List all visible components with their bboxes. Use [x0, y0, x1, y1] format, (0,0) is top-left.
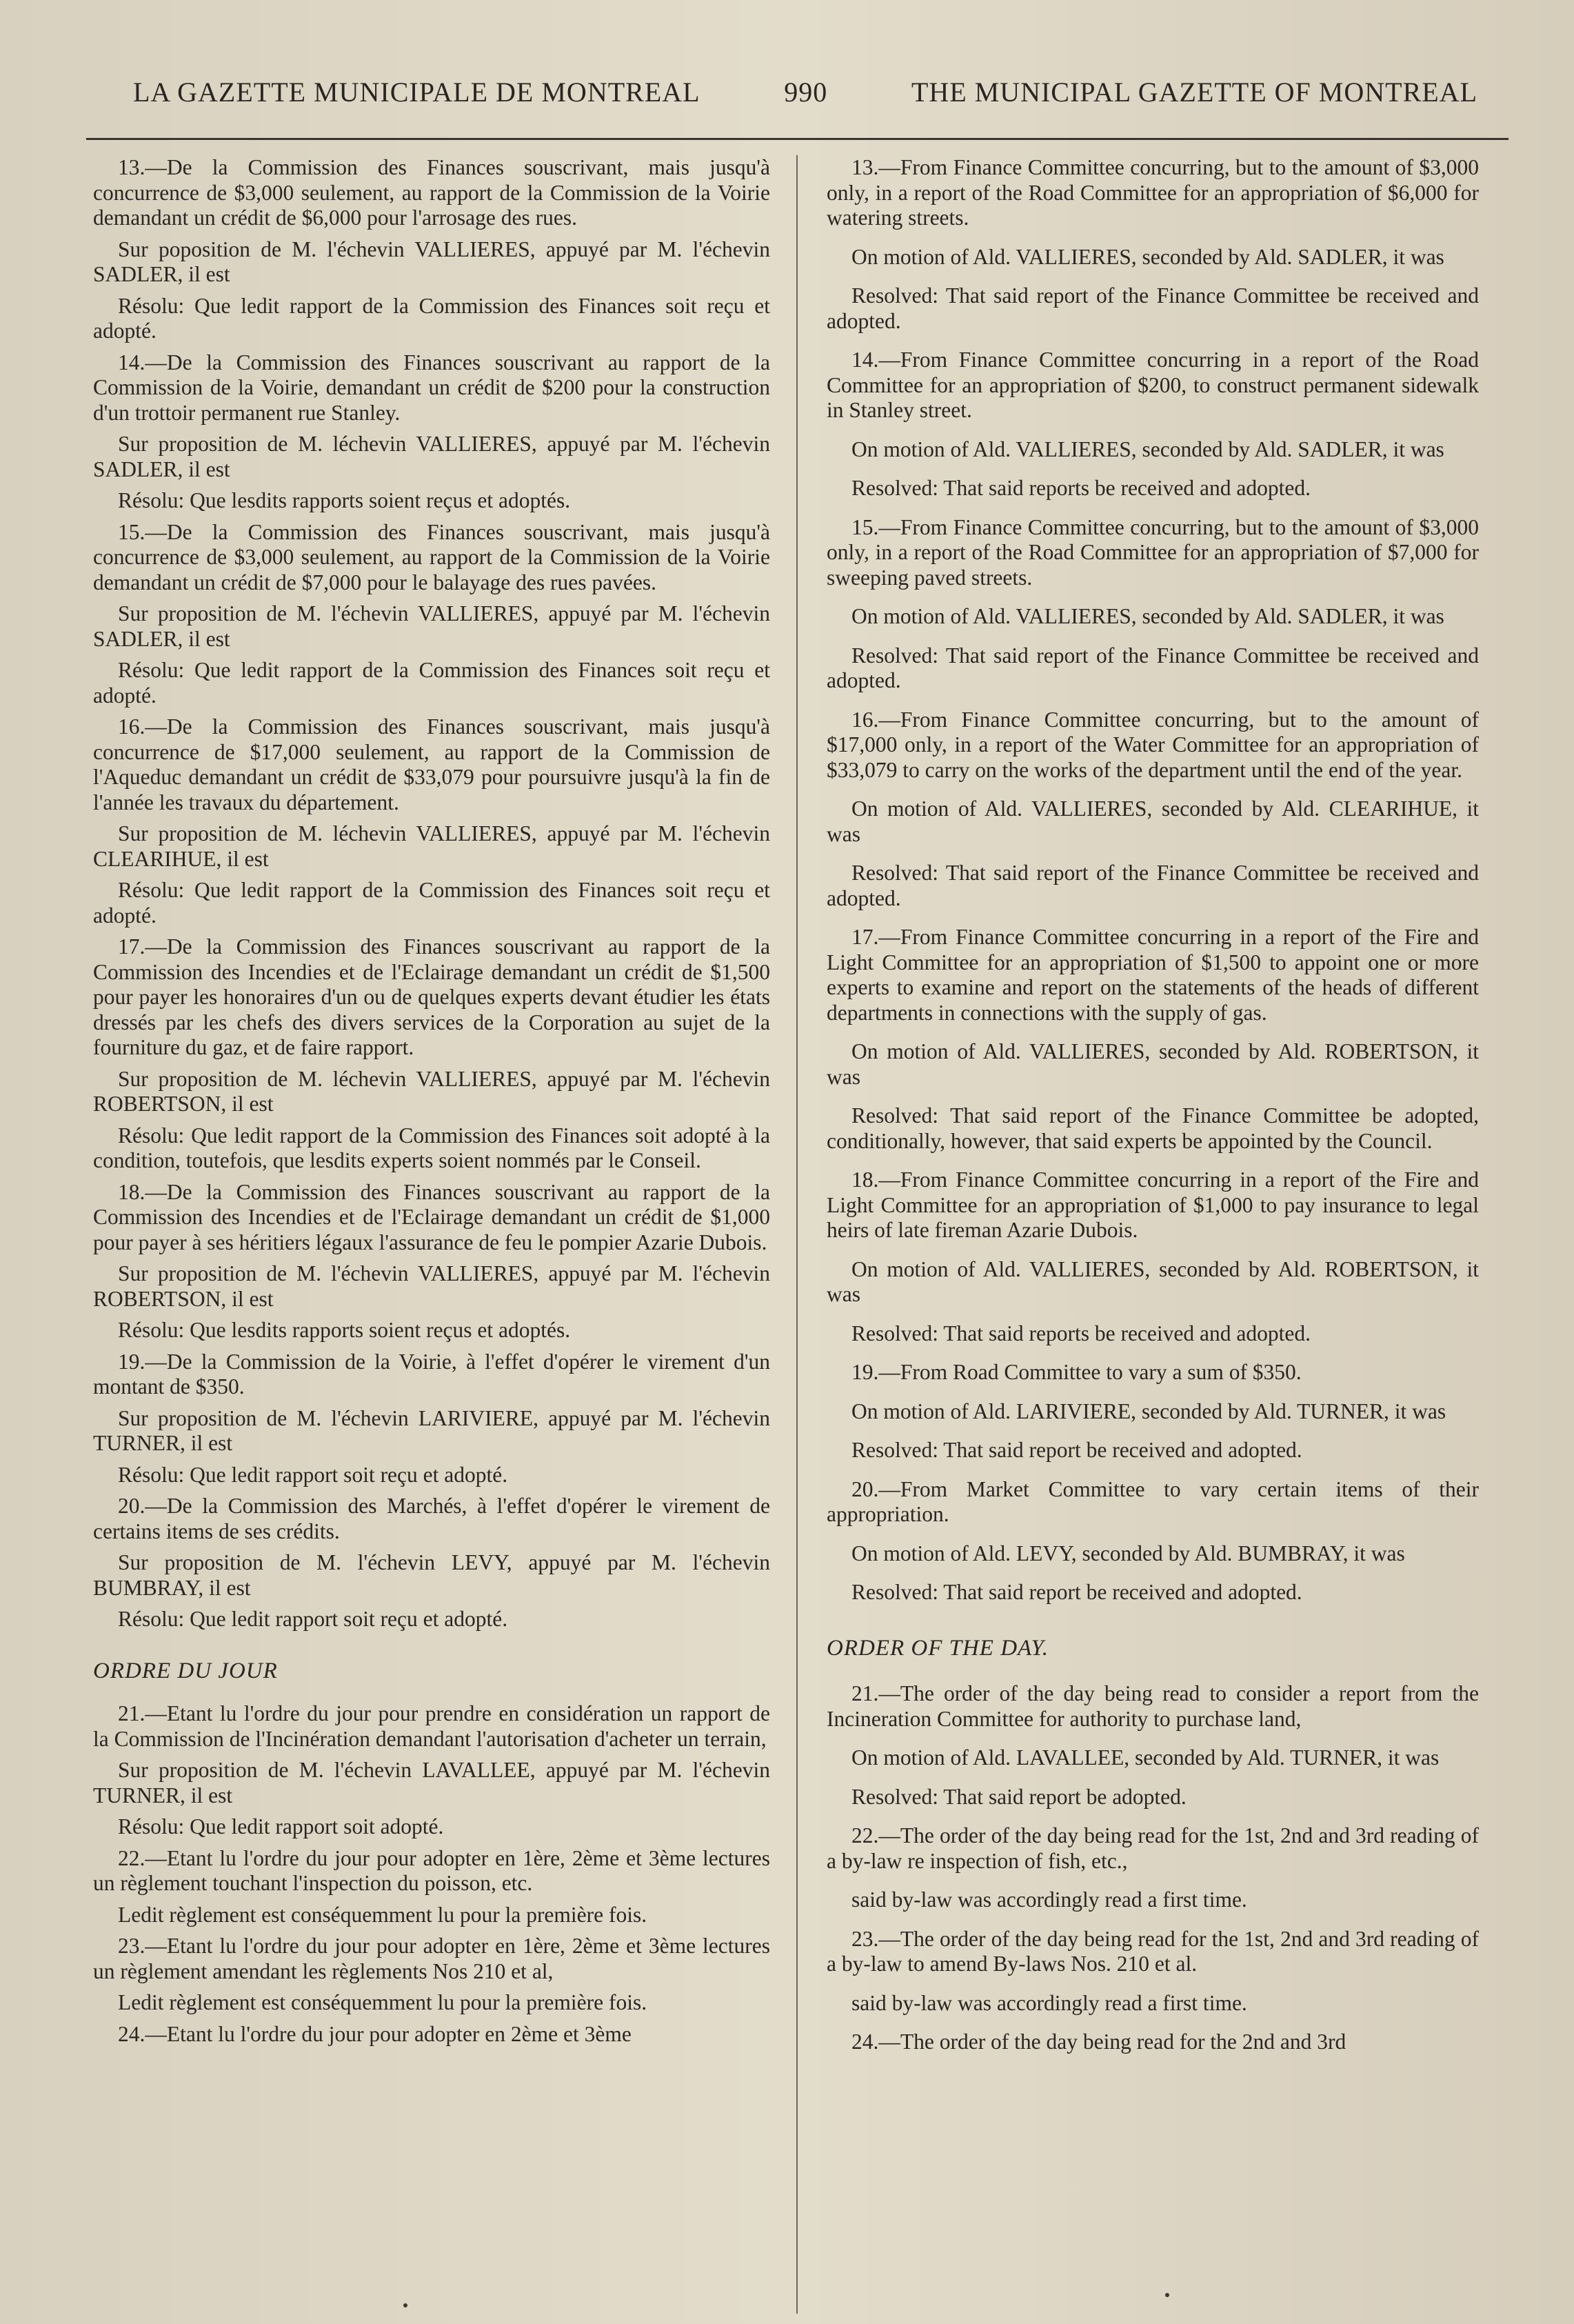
english-paragraph: 18.—From Finance Committee concurring in a report of the Fire and Light Committee for an appropriation of $1,000 to pay insurance to legal heirs of late fireman Azarie Dubois. — [827, 1168, 1479, 1242]
french-paragraph: 21.—Etant lu l'ordre du jour pour prendre en considération un rapport de la Commission de l'Incinération demandant l'autorisation d'acheter un terrain, — [93, 1701, 770, 1751]
french-section-heading: ORDRE DU JOUR — [93, 1658, 278, 1683]
french-paragraph: 18.—De la Commission des Finances souscrivant au rapport de la Commission des Incendies et de l'Eclairage demandant un crédit de $1,000 pour payer à ses héritiers légaux l'assurance de feu le pompier Azarie Dubois. — [93, 1179, 770, 1254]
french-paragraph: 13.—De la Commission des Finances souscrivant, mais jusqu'à concurrence de $3,000 seulement, au rapport de la Commission de la Voirie demandant un crédit de $6,000 pour l'arrosage des rues. — [93, 155, 770, 230]
english-paragraph: On motion of Ald. VALLIERES, seconded by Ald. CLEARIHUE, it was — [827, 797, 1479, 846]
english-paragraph: On motion of Ald. LAVALLEE, seconded by Ald. TURNER, it was — [851, 1745, 1440, 1770]
english-paragraph: On motion of Ald. VALLIERES, seconded by Ald. SADLER, it was — [851, 437, 1444, 461]
english-paragraph: Resolved: That said reports be received and adopted. — [851, 476, 1311, 500]
english-paragraph: 21.—The order of the day being read to consider a report from the Incineration Committee for authority to purchase land, — [827, 1681, 1479, 1731]
french-paragraph: Sur proposition de M. l'échevin VALLIERES, appuyé par M. l'échevin SADLER, il est — [93, 601, 770, 651]
english-paragraph: On motion of Ald. VALLIERES, seconded by Ald. ROBERTSON, it was — [827, 1039, 1479, 1089]
french-paragraph: 24.—Etant lu l'ordre du jour pour adopter en 2ème et 3ème — [118, 2021, 632, 2046]
french-paragraph: Résolu: Que ledit rapport soit adopté. — [118, 1814, 444, 1839]
french-paragraph: 17.—De la Commission des Finances souscrivant au rapport de la Commission des Incendies et de l'Eclairage demandant un crédit de $1,500 pour payer les honoraires d'un ou de quelques experts devant étudier les états dressés par les chefs des divers services de la Corporation au sujet de la fourniture du gaz, et de faire rapport. — [93, 934, 770, 1059]
two-column-body — [86, 155, 1509, 2314]
english-paragraph: On motion of Ald. VALLIERES, seconded by Ald. SADLER, it was — [851, 604, 1444, 628]
english-paragraph: 14.—From Finance Committee concurring in a report of the Road Committee for an appropriation of $200, to construct permanent sidewalk in Stanley street. — [827, 348, 1479, 422]
english-paragraph: Resolved: That said report be adopted. — [851, 1784, 1187, 1809]
french-title: LA GAZETTE MUNICIPALE DE MONTREAL — [133, 77, 700, 108]
french-paragraph: Résolu: Que lesdits rapports soient reçus et adoptés. — [118, 488, 571, 512]
english-column — [796, 155, 1506, 2314]
english-title: THE MUNICIPAL GAZETTE OF MONTREAL — [911, 77, 1477, 108]
french-paragraph: 23.—Etant lu l'ordre du jour pour adopter en 1ère, 2ème et 3ème lectures un règlement amendant les règlements Nos 210 et al, — [93, 1934, 770, 1983]
english-paragraph: Resolved: That said report of the Finance Committee be received and adopted. — [827, 283, 1479, 333]
ink-dot — [1165, 2293, 1169, 2297]
english-paragraph: On motion of Ald. LARIVIERE, seconded by Ald. TURNER, it was — [851, 1399, 1446, 1423]
french-paragraph: Résolu: Que lesdits rapports soient reçus et adoptés. — [118, 1318, 571, 1342]
english-paragraph: Resolved: That said report be received and adopted. — [851, 1580, 1302, 1604]
english-paragraph: 24.—The order of the day being read for the 2nd and 3rd — [851, 2030, 1346, 2054]
french-paragraph: 22.—Etant lu l'ordre du jour pour adopter en 1ère, 2ème et 3ème lectures un règlement touchant l'inspection du poisson, etc. — [93, 1845, 770, 1895]
english-paragraph: Resolved: That said reports be received and adopted. — [851, 1321, 1311, 1345]
french-paragraph: 19.—De la Commission de la Voirie, à l'effet d'opérer le virement d'un montant de $350. — [93, 1349, 770, 1399]
french-paragraph: Ledit règlement est conséquemment lu pour la première fois. — [118, 1990, 647, 2014]
page-number: 990 — [784, 77, 828, 108]
ink-dot — [403, 2303, 407, 2307]
french-paragraph: Sur poposition de M. l'échevin VALLIERES, appuyé par M. l'échevin SADLER, il est — [93, 237, 770, 286]
french-paragraph: 16.—De la Commission des Finances souscrivant, mais jusqu'à concurrence de $17,000 seulement, au rapport de la Commission de l'Aqueduc demandant un crédit de $33,079 pour poursuivre jusqu'à la fin de l'année les travaux du département. — [93, 714, 770, 814]
french-paragraph: 20.—De la Commission des Marchés, à l'effet d'opérer le virement de certains items de ses crédits. — [93, 1494, 770, 1543]
english-paragraph: Resolved: That said report be received and adopted. — [851, 1438, 1302, 1462]
french-paragraph: Sur proposition de M. l'échevin VALLIERES, appuyé par M. l'échevin ROBERTSON, il est — [93, 1261, 770, 1311]
french-paragraph: 15.—De la Commission des Finances souscrivant, mais jusqu'à concurrence de $3,000 seulement, au rapport de la Commission de la Voirie demandant un crédit de $7,000 pour le balayage des rues pavées. — [93, 519, 770, 594]
page-header — [86, 76, 1509, 140]
french-paragraph: Sur proposition de M. léchevin VALLIERES, appuyé par M. l'échevin CLEARIHUE, il est — [93, 821, 770, 871]
english-paragraph: Resolved: That said report of the Finance Committee be received and adopted. — [827, 643, 1479, 692]
french-paragraph: Résolu: Que ledit rapport de la Commission des Finances soit reçu et adopté. — [93, 293, 770, 343]
french-paragraph: Résolu: Que ledit rapport de la Commission des Finances soit reçu et adopté. — [93, 658, 770, 708]
french-paragraph: Sur proposition de M. l'échevin LARIVIERE, appuyé par M. l'échevin TURNER, il est — [93, 1405, 770, 1455]
english-paragraph: 23.—The order of the day being read for the 1st, 2nd and 3rd reading of a by-law to amend By-laws Nos. 210 et al. — [827, 1926, 1479, 1976]
french-paragraph: Sur proposition de M. léchevin VALLIERES, appuyé par M. l'échevin SADLER, il est — [93, 432, 770, 481]
english-paragraph: Resolved: That said report of the Finance Committee be received and adopted. — [827, 861, 1479, 910]
english-paragraph: 17.—From Finance Committee concurring in a report of the Fire and Light Committee for an appropriation of $1,500 to appoint one or more experts to examine and report on the statements of the heads of different departments in connections with the supply of gas. — [827, 925, 1479, 1025]
english-paragraph: 13.—From Finance Committee concurring, but to the amount of $3,000 only, in a report of the Road Committee for an appropriation of $6,000 for watering streets. — [827, 155, 1479, 230]
french-paragraph: Résolu: Que ledit rapport de la Commission des Finances soit reçu et adopté. — [93, 878, 770, 928]
english-paragraph: 19.—From Road Committee to vary a sum of $350. — [851, 1360, 1302, 1384]
french-column — [86, 155, 796, 2314]
french-paragraph: Sur proposition de M. léchevin VALLIERES, appuyé par M. l'échevin ROBERTSON, il est — [93, 1066, 770, 1116]
english-paragraph: On motion of Ald. VALLIERES, seconded by Ald. ROBERTSON, it was — [827, 1256, 1479, 1306]
french-paragraph: Résolu: Que ledit rapport soit reçu et adopté. — [118, 1462, 508, 1487]
english-paragraph: said by-law was accordingly read a first time. — [851, 1990, 1247, 2015]
french-paragraph: Résolu: Que ledit rapport soit reçu et adopté. — [118, 1607, 508, 1631]
english-paragraph: 22.—The order of the day being read for the 1st, 2nd and 3rd reading of a by-law re inspection of fish, etc., — [827, 1823, 1479, 1873]
french-paragraph: Sur proposition de M. l'échevin LAVALLEE, appuyé par M. l'échevin TURNER, il est — [93, 1758, 770, 1807]
english-paragraph: On motion of Ald. LEVY, seconded by Ald. BUMBRAY, it was — [851, 1541, 1405, 1565]
english-paragraph: 20.—From Market Committee to vary certain items of their appropriation. — [827, 1476, 1479, 1526]
english-paragraph: 16.—From Finance Committee concurring, but to the amount of $17,000 only, in a report of the Water Committee for an appropriation of $33,079 to carry on the works of the department until the end of the year. — [827, 707, 1479, 782]
english-paragraph: 15.—From Finance Committee concurring, but to the amount of $3,000 only, in a report of the Road Committee for an appropriation of $7,000 for sweeping paved streets. — [827, 514, 1479, 590]
french-paragraph: Sur proposition de M. l'échevin LEVY, appuyé par M. l'échevin BUMBRAY, il est — [93, 1550, 770, 1600]
english-paragraph: said by-law was accordingly read a first time. — [851, 1887, 1247, 1912]
english-paragraph: Resolved: That said report of the Finance Committee be adopted, conditionally, however, that said experts be appointed by the Council. — [827, 1103, 1479, 1153]
french-paragraph: 14.—De la Commission des Finances souscrivant au rapport de la Commission de la Voirie, demandant un crédit de $200 pour la construction d'un trottoir permanent rue Stanley. — [93, 350, 770, 425]
french-paragraph: Résolu: Que ledit rapport de la Commission des Finances soit adopté à la condition, toutefois, que lesdits experts soient nommés par le Conseil. — [93, 1123, 770, 1172]
english-paragraph: On motion of Ald. VALLIERES, seconded by Ald. SADLER, it was — [851, 244, 1444, 269]
english-section-heading: ORDER OF THE DAY. — [827, 1635, 1049, 1661]
french-paragraph: Ledit règlement est conséquemment lu pour la première fois. — [118, 1902, 647, 1927]
